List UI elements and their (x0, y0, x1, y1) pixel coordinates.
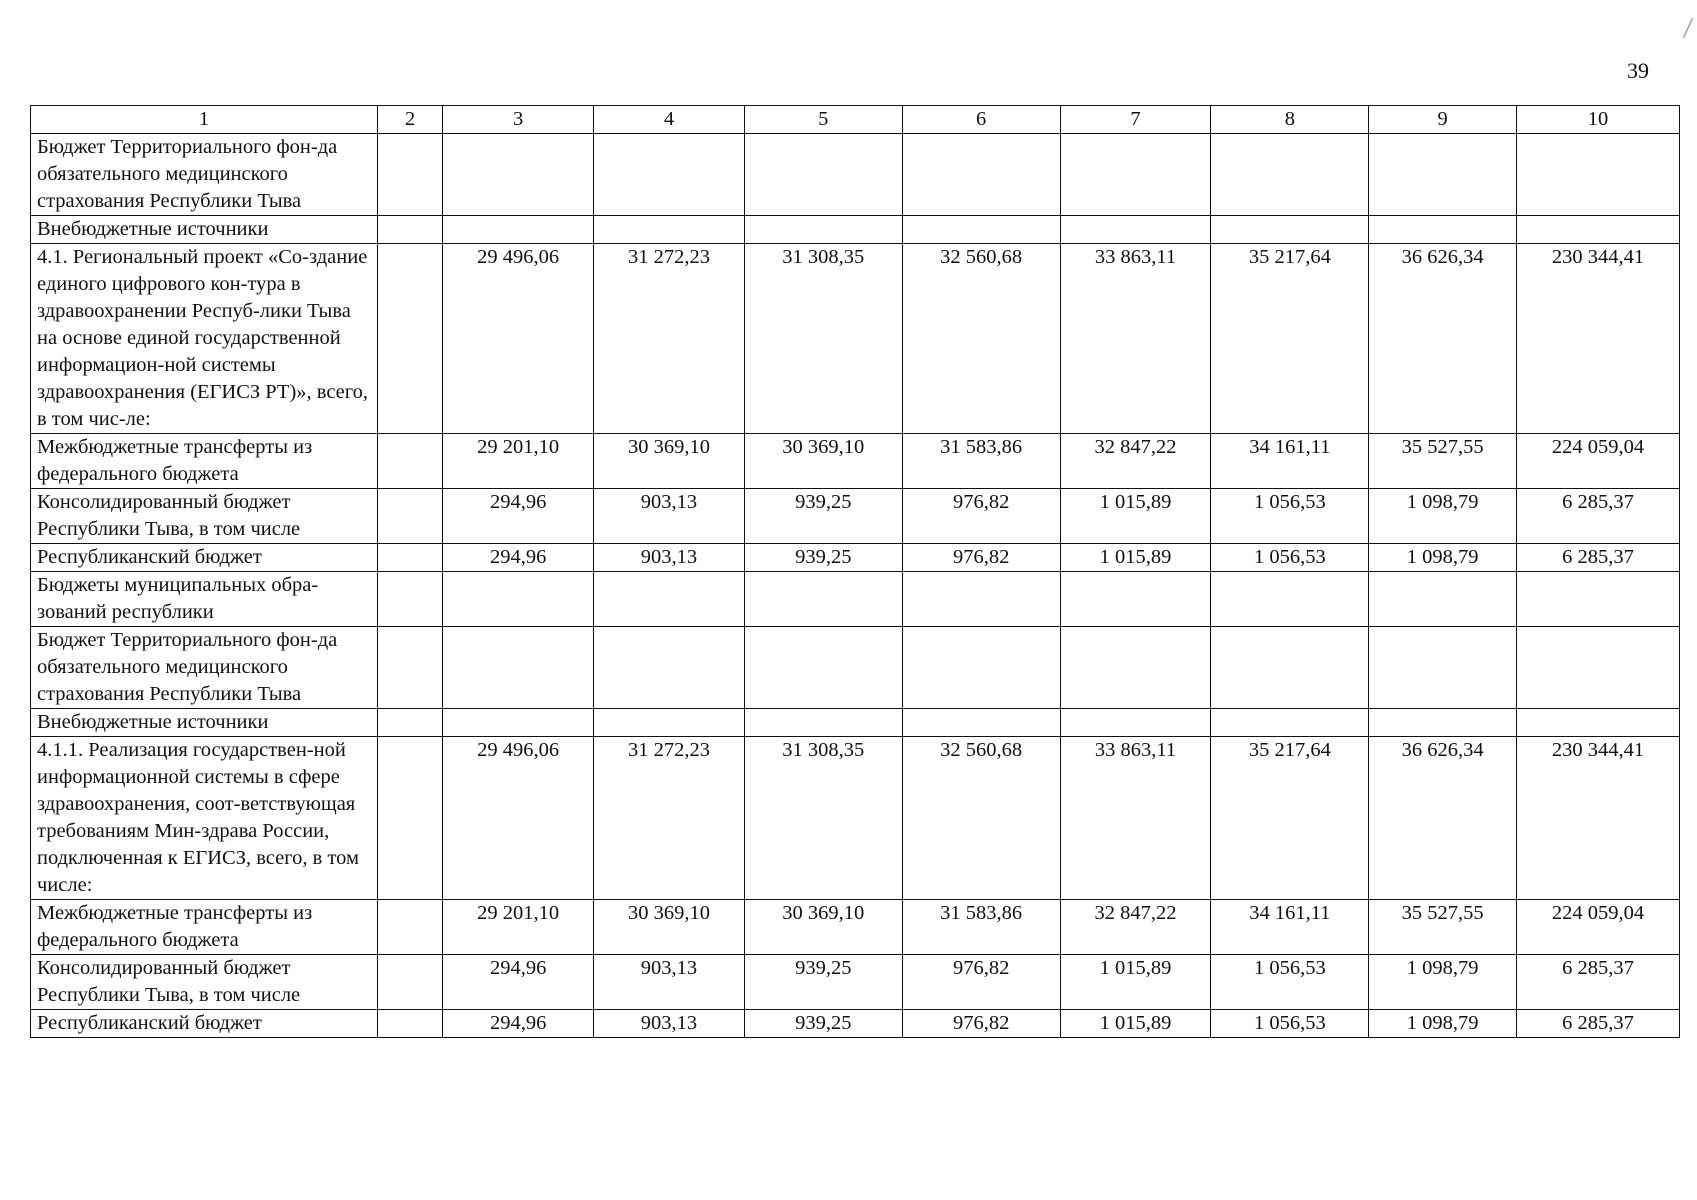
value-cell-col-3 (443, 709, 594, 737)
value-cell-col-2 (377, 955, 442, 1010)
value-cell-col-6: 976,82 (902, 544, 1060, 572)
value-cell-col-3: 294,96 (443, 489, 594, 544)
value-cell-col-9: 35 527,55 (1369, 900, 1517, 955)
row-label: 4.1.1. Реализация государствен-ной информационной системы в сфере здравоохранения, соот-ветствующая требованиям Мин-здрава России, подключенная к ЕГИСЗ, всего, в том числе: (31, 737, 378, 900)
value-cell-col-8 (1211, 134, 1369, 216)
value-cell-col-6: 31 583,86 (902, 900, 1060, 955)
row-label: Межбюджетные трансферты из федерального бюджета (31, 434, 378, 489)
value-cell-col-3: 294,96 (443, 955, 594, 1010)
value-cell-col-3: 294,96 (443, 544, 594, 572)
value-cell-col-4: 903,13 (594, 1010, 745, 1038)
value-cell-col-6: 32 560,68 (902, 244, 1060, 434)
value-cell-col-4: 903,13 (594, 955, 745, 1010)
value-cell-col-8 (1211, 216, 1369, 244)
value-cell-col-3 (443, 572, 594, 627)
value-cell-col-4 (594, 216, 745, 244)
value-cell-col-5: 939,25 (744, 544, 902, 572)
value-cell-col-7: 32 847,22 (1060, 434, 1211, 489)
table-row (31, 709, 1680, 737)
value-cell-col-5 (744, 134, 902, 216)
column-number-row (31, 106, 1680, 134)
table-row (31, 572, 1680, 627)
scan-corner-mark (1668, 18, 1693, 38)
table-row (31, 544, 1680, 572)
value-cell-col-10: 230 344,41 (1517, 737, 1680, 900)
value-cell-col-2 (377, 1010, 442, 1038)
value-cell-col-3: 29 496,06 (443, 737, 594, 900)
value-cell-col-4 (594, 627, 745, 709)
value-cell-col-8: 1 056,53 (1211, 489, 1369, 544)
value-cell-col-8: 35 217,64 (1211, 244, 1369, 434)
table-row (31, 627, 1680, 709)
row-label: 4.1. Региональный проект «Со-здание единого цифрового кон-тура в здравоохранении Респуб-лики Тыва на основе единой государственной информацион-ной системы здравоохранения (ЕГИСЗ РТ)», всего, в том чис-ле: (31, 244, 378, 434)
page-number: 39 (1627, 58, 1649, 83)
value-cell-col-9: 1 098,79 (1369, 955, 1517, 1010)
value-cell-col-5 (744, 709, 902, 737)
row-label: Бюджет Территориального фон-да обязательного медицинского страхования Республики Тыва (31, 627, 378, 709)
row-label: Консолидированный бюджет Республики Тыва, в том числе (31, 955, 378, 1010)
column-number-3: 3 (443, 106, 594, 134)
table-row (31, 1010, 1680, 1038)
value-cell-col-4: 31 272,23 (594, 737, 745, 900)
value-cell-col-6 (902, 134, 1060, 216)
value-cell-col-9 (1369, 572, 1517, 627)
value-cell-col-9: 36 626,34 (1369, 244, 1517, 434)
value-cell-col-3 (443, 216, 594, 244)
value-cell-col-4: 903,13 (594, 544, 745, 572)
value-cell-col-7: 33 863,11 (1060, 737, 1211, 900)
value-cell-col-7 (1060, 216, 1211, 244)
value-cell-col-5: 939,25 (744, 955, 902, 1010)
row-label: Республиканский бюджет (31, 544, 378, 572)
value-cell-col-8 (1211, 709, 1369, 737)
value-cell-col-6: 976,82 (902, 1010, 1060, 1038)
column-number-7: 7 (1060, 106, 1211, 134)
value-cell-col-7: 1 015,89 (1060, 1010, 1211, 1038)
value-cell-col-6: 32 560,68 (902, 737, 1060, 900)
value-cell-col-9: 1 098,79 (1369, 1010, 1517, 1038)
value-cell-col-5: 939,25 (744, 489, 902, 544)
value-cell-col-8: 1 056,53 (1211, 955, 1369, 1010)
column-number-9: 9 (1369, 106, 1517, 134)
value-cell-col-10 (1517, 627, 1680, 709)
value-cell-col-10: 224 059,04 (1517, 434, 1680, 489)
value-cell-col-4 (594, 709, 745, 737)
table-row (31, 134, 1680, 216)
value-cell-col-4: 31 272,23 (594, 244, 745, 434)
value-cell-col-2 (377, 572, 442, 627)
value-cell-col-7: 33 863,11 (1060, 244, 1211, 434)
column-number-4: 4 (594, 106, 745, 134)
value-cell-col-6 (902, 627, 1060, 709)
value-cell-col-8: 34 161,11 (1211, 434, 1369, 489)
value-cell-col-2 (377, 134, 442, 216)
value-cell-col-3 (443, 134, 594, 216)
table-row (31, 216, 1680, 244)
value-cell-col-8: 1 056,53 (1211, 1010, 1369, 1038)
value-cell-col-7: 1 015,89 (1060, 544, 1211, 572)
value-cell-col-7 (1060, 134, 1211, 216)
value-cell-col-4: 903,13 (594, 489, 745, 544)
value-cell-col-4 (594, 134, 745, 216)
value-cell-col-2 (377, 709, 442, 737)
value-cell-col-6: 31 583,86 (902, 434, 1060, 489)
value-cell-col-8: 1 056,53 (1211, 544, 1369, 572)
column-number-1: 1 (31, 106, 378, 134)
value-cell-col-2 (377, 737, 442, 900)
row-label: Межбюджетные трансферты из федерального бюджета (31, 900, 378, 955)
value-cell-col-10: 6 285,37 (1517, 955, 1680, 1010)
value-cell-col-3: 29 496,06 (443, 244, 594, 434)
value-cell-col-7: 1 015,89 (1060, 955, 1211, 1010)
value-cell-col-10: 224 059,04 (1517, 900, 1680, 955)
table-row (31, 737, 1680, 900)
value-cell-col-9 (1369, 216, 1517, 244)
row-label: Консолидированный бюджет Республики Тыва, в том числе (31, 489, 378, 544)
value-cell-col-2 (377, 489, 442, 544)
value-cell-col-3: 29 201,10 (443, 434, 594, 489)
column-number-2: 2 (377, 106, 442, 134)
value-cell-col-2 (377, 216, 442, 244)
row-label: Республиканский бюджет (31, 1010, 378, 1038)
value-cell-col-9 (1369, 627, 1517, 709)
table-row (31, 489, 1680, 544)
value-cell-col-10: 230 344,41 (1517, 244, 1680, 434)
value-cell-col-9: 35 527,55 (1369, 434, 1517, 489)
value-cell-col-2 (377, 544, 442, 572)
value-cell-col-5: 31 308,35 (744, 244, 902, 434)
value-cell-col-2 (377, 900, 442, 955)
row-label: Бюджет Территориального фон-да обязательного медицинского страхования Республики Тыва (31, 134, 378, 216)
value-cell-col-6 (902, 216, 1060, 244)
value-cell-col-2 (377, 244, 442, 434)
value-cell-col-10 (1517, 134, 1680, 216)
value-cell-col-5 (744, 216, 902, 244)
value-cell-col-6 (902, 572, 1060, 627)
value-cell-col-8 (1211, 627, 1369, 709)
budget-table (30, 105, 1680, 1038)
value-cell-col-5: 939,25 (744, 1010, 902, 1038)
value-cell-col-7 (1060, 627, 1211, 709)
column-number-6: 6 (902, 106, 1060, 134)
value-cell-col-2 (377, 434, 442, 489)
row-label: Внебюджетные источники (31, 709, 378, 737)
value-cell-col-9: 1 098,79 (1369, 544, 1517, 572)
value-cell-col-7: 1 015,89 (1060, 489, 1211, 544)
value-cell-col-3: 294,96 (443, 1010, 594, 1038)
column-number-5: 5 (744, 106, 902, 134)
value-cell-col-9: 1 098,79 (1369, 489, 1517, 544)
value-cell-col-9: 36 626,34 (1369, 737, 1517, 900)
value-cell-col-5: 30 369,10 (744, 434, 902, 489)
value-cell-col-5 (744, 572, 902, 627)
value-cell-col-7 (1060, 572, 1211, 627)
value-cell-col-8: 35 217,64 (1211, 737, 1369, 900)
value-cell-col-6: 976,82 (902, 955, 1060, 1010)
value-cell-col-2 (377, 627, 442, 709)
value-cell-col-5: 31 308,35 (744, 737, 902, 900)
value-cell-col-5: 30 369,10 (744, 900, 902, 955)
table-row (31, 900, 1680, 955)
row-label: Внебюджетные источники (31, 216, 378, 244)
table-row (31, 244, 1680, 434)
column-number-10: 10 (1517, 106, 1680, 134)
value-cell-col-10 (1517, 572, 1680, 627)
value-cell-col-8: 34 161,11 (1211, 900, 1369, 955)
value-cell-col-10: 6 285,37 (1517, 544, 1680, 572)
value-cell-col-7: 32 847,22 (1060, 900, 1211, 955)
value-cell-col-10 (1517, 216, 1680, 244)
value-cell-col-3: 29 201,10 (443, 900, 594, 955)
value-cell-col-9 (1369, 134, 1517, 216)
value-cell-col-4 (594, 572, 745, 627)
value-cell-col-7 (1060, 709, 1211, 737)
value-cell-col-4: 30 369,10 (594, 900, 745, 955)
value-cell-col-4: 30 369,10 (594, 434, 745, 489)
table-row (31, 955, 1680, 1010)
column-number-8: 8 (1211, 106, 1369, 134)
value-cell-col-6 (902, 709, 1060, 737)
value-cell-col-9 (1369, 709, 1517, 737)
value-cell-col-10: 6 285,37 (1517, 489, 1680, 544)
value-cell-col-5 (744, 627, 902, 709)
value-cell-col-8 (1211, 572, 1369, 627)
table-row (31, 434, 1680, 489)
value-cell-col-10: 6 285,37 (1517, 1010, 1680, 1038)
value-cell-col-6: 976,82 (902, 489, 1060, 544)
row-label: Бюджеты муниципальных обра-зований республики (31, 572, 378, 627)
value-cell-col-3 (443, 627, 594, 709)
value-cell-col-10 (1517, 709, 1680, 737)
